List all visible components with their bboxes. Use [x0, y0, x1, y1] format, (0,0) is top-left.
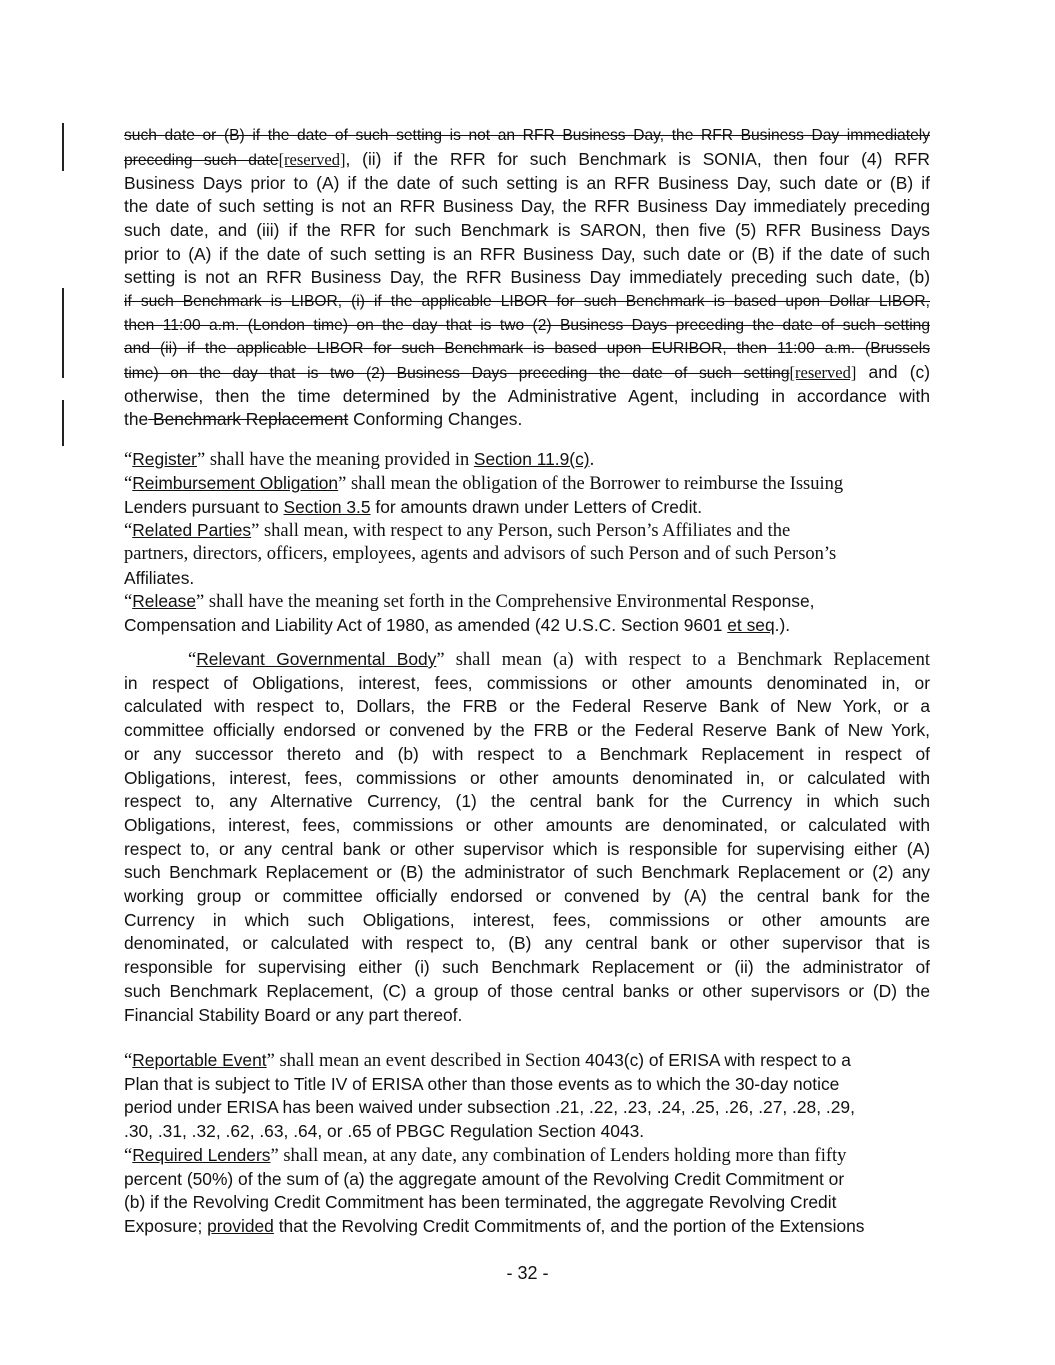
text-line [124, 648, 930, 672]
open-quote: “ [124, 1051, 133, 1071]
open-quote: “ [124, 450, 133, 470]
text-line [124, 1144, 930, 1168]
text: the [124, 409, 149, 429]
text: and (c) [856, 362, 930, 382]
text-line: such date, and (iii) if the RFR for such Benchmark is SARON, then five (5) RFR Business Days [124, 220, 930, 240]
text-line: such Benchmark Replacement or (B) the administrator of such Benchmark Replacement or (2) any [124, 862, 930, 883]
text-line: Obligations, interest, fees, commissions or other amounts are denominated, or calculated with [124, 814, 930, 835]
text-line: setting is not an RFR Business Day, the RFR Business Day immediately preceding such date, (b) [124, 267, 930, 287]
deleted-text: preceding such date [124, 152, 279, 169]
text: ” shall mean, with respect to any Person, such Person’s Affiliates and the [251, 521, 791, 541]
text-line: calculated with respect to, Dollars, the FRB or the Federal Reserve Bank of New York, or a [124, 696, 930, 717]
text-line: in respect of Obligations, interest, fees, commissions or other amounts denominated in, or [124, 672, 930, 693]
text: ntal Response, [698, 591, 815, 611]
text-line [124, 590, 930, 614]
text: ” shall have the meaning set forth in the Comprehensive Environme [196, 592, 699, 612]
text: ” shall mean an event described in Section [266, 1051, 586, 1071]
text-line: responsible for supervising either (i) such Benchmark Replacement or (ii) the administrator of [124, 957, 930, 978]
provided-term: provided [207, 1216, 274, 1237]
section-reference-link[interactable]: Section 11.9(c) [473, 449, 590, 469]
text: .). [774, 615, 791, 635]
change-bar [62, 123, 64, 171]
defined-term: Reportable Event [132, 1050, 267, 1070]
section-reference-link[interactable]: Section 3.5 [283, 496, 371, 517]
text-line [124, 614, 930, 638]
text-line: Affiliates. [124, 567, 195, 588]
defined-term: Reimbursement Obligation [132, 473, 339, 493]
text: ” shall mean (a) with respect to a Benchmark Replacement [436, 650, 930, 670]
change-bar [62, 400, 64, 446]
text-line: .30, .31, .32, .62, .63, .64, or .65 of PBGC Regulation Section 4043. [124, 1121, 645, 1142]
text-line: denominated, or calculated with respect to, (B) any central bank or other supervisor that is [124, 933, 930, 954]
text: for amounts drawn under Letters of Credit. [370, 496, 703, 517]
change-bar [62, 288, 64, 378]
et-seq-reference: et seq [727, 615, 775, 635]
text-line [124, 1215, 930, 1239]
text-line: period under ERISA has been waived under subsection .21, .22, .23, .24, .25, .26, .27, .28, .29, [124, 1097, 855, 1118]
text: ” shall mean the obligation of the Borrower to reimburse the Issuing [338, 474, 844, 494]
open-quote: “ [188, 650, 197, 670]
deleted-text: Benchmark Replacement [148, 409, 349, 429]
text-line: partners, directors, officers, employees, agents and advisors of such Person and of such Person’s [124, 544, 837, 564]
text-line: prior to (A) if the date of such setting is an RFR Business Day, such date or (B) if the date of such [124, 243, 930, 264]
text-line: respect to, any Alternative Currency, (1) the central bank for the Currency in which such [124, 791, 930, 812]
text-line: (b) if the Revolving Credit Commitment has been terminated, the aggregate Revolving Credit [124, 1192, 837, 1213]
text-line: otherwise, then the time determined by the Administrative Agent, including in accordance with [124, 385, 930, 406]
text-line [124, 519, 930, 543]
text-line [124, 408, 930, 432]
open-quote: “ [124, 592, 133, 612]
text: ” shall have the meaning provided in [196, 450, 474, 470]
text-line: Business Days prior to (A) if the date of such setting is an RFR Business Day, such date or (B) if [124, 172, 930, 193]
text: 4043(c) of ERISA with respect to a [585, 1050, 851, 1070]
defined-term: Related Parties [132, 520, 252, 540]
text-line [124, 1049, 930, 1073]
text-line: Currency in which such Obligations, interest, fees, commissions or other amounts are [124, 909, 930, 930]
text: Lenders pursuant to [124, 496, 284, 517]
text-line: percent (50%) of the sum of (a) the aggregate amount of the Revolving Credit Commitment or [124, 1168, 845, 1189]
text: Conforming Changes. [348, 409, 523, 429]
open-quote: “ [124, 474, 133, 494]
text-line: committee officially endorsed or convened by the FRB or the Federal Reserve Bank of New York, [124, 720, 930, 741]
text-line [124, 361, 930, 385]
text: Compensation and Liability Act of 1980, as amended (42 U.S.C. Section 9601 [124, 615, 728, 635]
defined-term: Relevant Governmental Body [196, 649, 437, 669]
text-line: or any successor thereto and (b) with respect to a Benchmark Replacement in respect of [124, 743, 930, 764]
defined-term: Release [132, 591, 197, 611]
page-number: - 32 - [506, 1263, 549, 1283]
inserted-text-reserved: [reserved] [278, 150, 346, 169]
text: ” shall mean, at any date, any combination of Lenders holding more than fifty [270, 1146, 847, 1166]
text-line [124, 148, 930, 172]
text: , (ii) if the RFR for such Benchmark is SONIA, then four (4) RFR [345, 149, 930, 169]
open-quote: “ [124, 1146, 133, 1166]
text-line: respect to, or any central bank or other supervisor which is responsible for supervising either (A) [124, 838, 930, 859]
text-line: such Benchmark Replacement, (C) a group of those central banks or other supervisors or (D) the [124, 980, 930, 1001]
text-line: Financial Stability Board or any part thereof. [124, 1004, 463, 1025]
defined-term: Register [132, 449, 197, 469]
text-line: working group or committee officially endorsed or convened by (A) the central bank for the [124, 886, 930, 906]
text: Exposure; [124, 1216, 208, 1237]
deleted-text: such date or (B) if the date of such setting is not an RFR Business Day, the RFR Business Day immediately [124, 127, 930, 144]
inserted-text-reserved: [reserved] [789, 363, 857, 382]
defined-term: Required Lenders [132, 1145, 271, 1165]
text-line [124, 496, 930, 520]
deleted-text: then 11:00 a.m. (London time) on the day that is two (2) Business Days preceding the date of such setting [124, 316, 930, 334]
text-line: the date of such setting is not an RFR Business Day, the RFR Business Day immediately preceding [124, 196, 930, 216]
text: . [589, 450, 595, 470]
text-line: Obligations, interest, fees, commissions or other amounts denominated in, or calculated with [124, 767, 930, 788]
deleted-text: time) on the day that is two (2) Business Days preceding the date of such setting [124, 365, 790, 382]
text-line: Plan that is subject to Title IV of ERISA other than those events as to which the 30-day notice [124, 1073, 840, 1094]
text: that the Revolving Credit Commitments of, and the portion of the Extensions [273, 1216, 865, 1237]
deleted-text: and (ii) if the applicable LIBOR for such Benchmark is based upon EURIBOR, then 11:00 a.m. (Brussels [124, 340, 930, 357]
text-line [124, 472, 930, 496]
deleted-text: if such Benchmark is LIBOR, (i) if the applicable LIBOR for such Benchmark is based upon Dollar LIBOR, [124, 293, 930, 310]
text-line [124, 448, 930, 472]
open-quote: “ [124, 521, 133, 541]
